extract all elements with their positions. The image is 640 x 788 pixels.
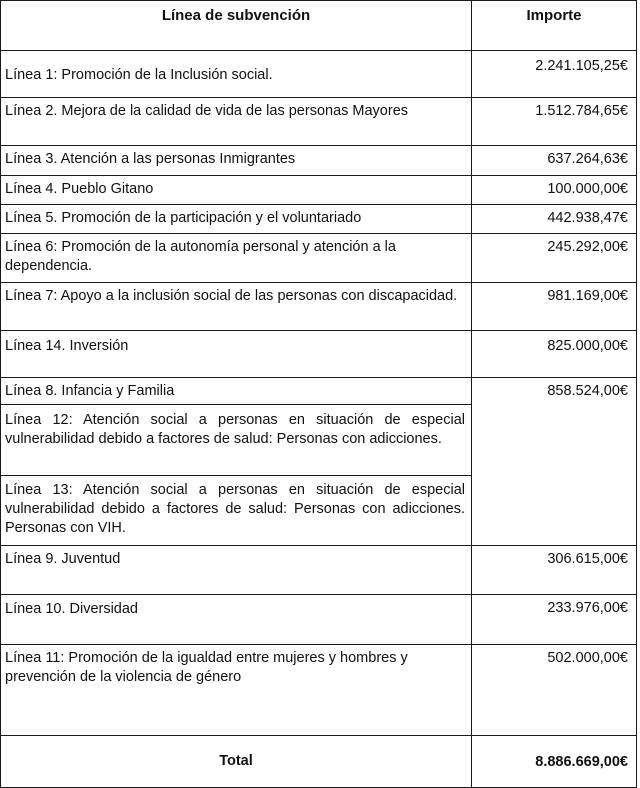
row-label: Línea 12: Atención social a personas en situación de especial vulnerabilidad debido a factores de salud: Personas con adicciones. <box>1 405 472 476</box>
row-label: Línea 7: Apoyo a la inclusión social de las personas con discapacidad. <box>1 283 472 331</box>
row-amount: 442.938,47€ <box>472 205 637 234</box>
table-row <box>1 176 637 205</box>
row-amount: 825.000,00€ <box>472 331 637 378</box>
row-label: Línea 2. Mejora de la calidad de vida de las personas Mayores <box>1 98 472 146</box>
row-label: Línea 6: Promoción de la autonomía personal y atención a la dependencia. <box>1 234 472 283</box>
row-label: Línea 14. Inversión <box>1 331 472 378</box>
row-label: Línea 1: Promoción de la Inclusión social. <box>1 51 472 98</box>
total-label: Total <box>1 736 472 788</box>
row-label: Línea 5. Promoción de la participación y el voluntariado <box>1 205 472 234</box>
row-label: Línea 11: Promoción de la igualdad entre mujeres y hombres y prevención de la violencia de género <box>1 645 472 736</box>
row-amount: 306.615,00€ <box>472 546 637 595</box>
table-row <box>1 234 637 283</box>
row-amount: 100.000,00€ <box>472 176 637 205</box>
row-amount: 233.976,00€ <box>472 595 637 645</box>
row-label: Línea 3. Atención a las personas Inmigrantes <box>1 146 472 176</box>
row-amount: 245.292,00€ <box>472 234 637 283</box>
row-amount: 981.169,00€ <box>472 283 637 331</box>
row-label: Línea 8. Infancia y Familia <box>1 378 472 405</box>
row-amount: 502.000,00€ <box>472 645 637 736</box>
row-amount: 858.524,00€ <box>472 378 637 546</box>
row-label: Línea 9. Juventud <box>1 546 472 595</box>
table-row <box>1 645 637 736</box>
row-label: Línea 10. Diversidad <box>1 595 472 645</box>
row-amount: 637.264,63€ <box>472 146 637 176</box>
table-header-row <box>1 1 637 51</box>
row-amount: 1.512.784,65€ <box>472 98 637 146</box>
total-amount: 8.886.669,00€ <box>472 736 637 788</box>
table-row <box>1 283 637 331</box>
header-amount: Importe <box>472 1 637 51</box>
header-line: Línea de subvención <box>1 1 472 51</box>
row-amount: 2.241.105,25€ <box>472 51 637 98</box>
table-row <box>1 595 637 645</box>
table-row <box>1 98 637 146</box>
table-row <box>1 51 637 98</box>
table-row <box>1 378 637 405</box>
row-label: Línea 4. Pueblo Gitano <box>1 176 472 205</box>
table-row <box>1 546 637 595</box>
table-row <box>1 146 637 176</box>
row-label: Línea 13: Atención social a personas en situación de especial vulnerabilidad debido a factores de salud: Personas con adicciones. Personas con VIH. <box>1 476 472 546</box>
table-row <box>1 331 637 378</box>
table-row <box>1 205 637 234</box>
